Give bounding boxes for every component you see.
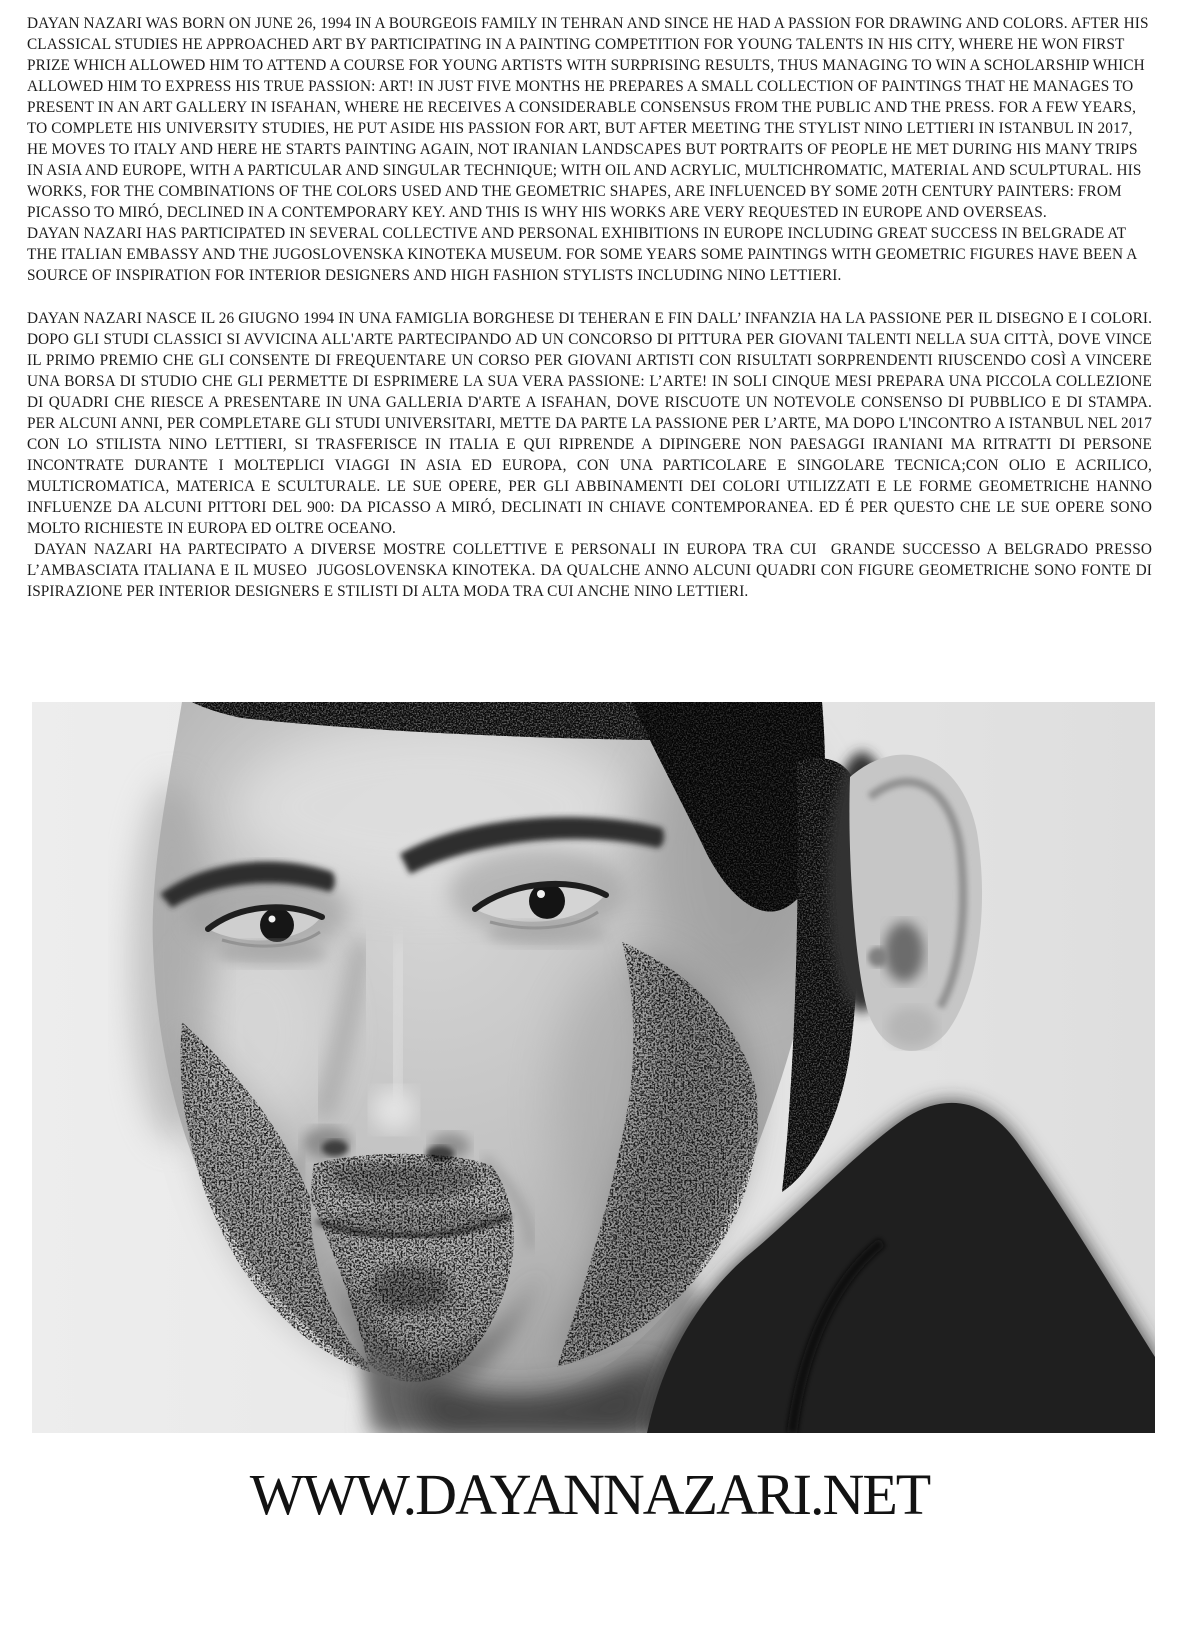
bio-english [0, 0, 1179, 286]
bio-english-paragraph-2: DAYAN NAZARI HAS PARTICIPATED IN SEVERAL COLLECTIVE AND PERSONAL EXHIBITIONS IN EUROPE INCLUDING GREAT SUCCESS IN BELGRADE AT THE ITALIAN EMBASSY AND THE JUGOSLOVENSKA KINOTEKA MUSEUM. FOR SOME YEARS SOME PAINTINGS WITH GEOMETRIC FIGURES HAVE BEEN A SOURCE OF INSPIRATION FOR INTERIOR DESIGNERS AND HIGH FASHION STYLISTS INCLUDING NINO LETTIERI. [27, 225, 1137, 284]
website-url: WWW.DAYANNAZARI.NET [249, 1462, 930, 1527]
bio-italian-paragraph-1: DAYAN NAZARI NASCE IL 26 GIUGNO 1994 IN UNA FAMIGLIA BORGHESE DI TEHERAN E FIN DALL’ INFANZIA HA LA PASSIONE PER IL DISEGNO E I COLORI. DOPO GLI STUDI CLASSICI SI AVVICINA ALL'ARTE PARTECIPANDO AD UN CONCORSO DI PITTURA PER GIOVANI TALENTI NELLA SUA CITTÀ, DOVE VINCE IL PRIMO PREMIO CHE GLI CONSENTE DI FREQUENTARE UN CORSO PER GIOVANI ARTISTI CON RISULTATI SORPRENDENTI RIUSCENDO COSÌ A VINCERE UNA BORSA DI STUDIO CHE GLI PERMETTE DI ESPRIMERE LA SUA VERA PASSIONE: L’ARTE! IN SOLI CINQUE MESI PREPARA UNA PICCOLA COLLEZIONE DI QUADRI CHE RIESCE A PRESENTARE IN UNA GALLERIA D'ARTE A ISFAHAN, DOVE RISCUOTE UN NOTEVOLE CONSENSO DI PUBBLICO E DI STAMPA. PER ALCUNI ANNI, PER COMPLETARE GLI STUDI UNIVERSITARI, METTE DA PARTE LA PASSIONE PER L’ARTE, MA DOPO L'INCONTRO A ISTANBUL NEL 2017 CON LO STILISTA NINO LETTIERI, SI TRASFERISCE IN ITALIA E QUI RIPRENDE A DIPINGERE NON PAESAGGI IRANIANI MA RITRATTI DI PERSONE INCONTRATE DURANTE I MOLTEPLICI VIAGGI IN ASIA ED EUROPA, CON UNA PARTICOLARE E SINGOLARE TECNICA;CON OLIO E ACRILICO, MULTICROMATICA, MATERICA E SCULTURALE. LE SUE OPERE, PER GLI ABBINAMENTI DEI COLORI UTILIZZATI E LE FORME GEOMETRICHE HANNO INFLUENZE DA ALCUNI PITTORI DEL 900: DA PICASSO A MIRÓ, DECLINATI IN CHIAVE CONTEMPORANEA. ED É PER QUESTO CHE LE SUE OPERE SONO MOLTO RICHIESTE IN EUROPA ED OLTRE OCEANO. [27, 310, 1152, 537]
bio-italian-paragraph-2: DAYAN NAZARI HA PARTECIPATO A DIVERSE MOSTRE COLLETTIVE E PERSONALI IN EUROPA TRA CUI GRANDE SUCCESSO A BELGRADO PRESSO L’AMBASCIATA ITALIANA E IL MUSEO JUGOSLOVENSKA KINOTEKA. DA QUALCHE ANNO ALCUNI QUADRI CON FIGURE GEOMETRICHE SONO FONTE DI ISPIRAZIONE PER INTERIOR DESIGNERS E STILISTI DI ALTA MODA TRA CUI ANCHE NINO LETTIERI. [27, 541, 1152, 600]
bio-english-paragraph-1: DAYAN NAZARI WAS BORN ON JUNE 26, 1994 IN A BOURGEOIS FAMILY IN TEHRAN AND SINCE HE HAD A PASSION FOR DRAWING AND COLORS. AFTER HIS CLASSICAL STUDIES HE APPROACHED ART BY PARTICIPATING IN A PAINTING COMPETITION FOR YOUNG TALENTS IN HIS CITY, WHERE HE WON FIRST PRIZE WHICH ALLOWED HIM TO ATTEND A COURSE FOR YOUNG ARTISTS WITH SURPRISING RESULTS, THUS MANAGING TO WIN A SCHOLARSHIP WHICH ALLOWED HIM TO EXPRESS HIS TRUE PASSION: ART! IN JUST FIVE MONTHS HE PREPARES A SMALL COLLECTION OF PAINTINGS THAT HE MANAGES TO PRESENT IN AN ART GALLERY IN ISFAHAN, WHERE HE RECEIVES A CONSIDERABLE CONSENSUS FROM THE PUBLIC AND THE PRESS. FOR A FEW YEARS, TO COMPLETE HIS UNIVERSITY STUDIES, HE PUT ASIDE HIS PASSION FOR ART, BUT AFTER MEETING THE STYLIST NINO LETTIERI IN ISTANBUL IN 2017, HE MOVES TO ITALY AND HERE HE STARTS PAINTING AGAIN, NOT IRANIAN LANDSCAPES BUT PORTRAITS OF PEOPLE HE MET DURING HIS MANY TRIPS IN ASIA AND EUROPE, WITH A PARTICULAR AND SINGULAR TECHNIQUE; WITH OIL AND ACRYLIC, MULTICHROMATIC, MATERIAL AND SCULPTURAL. HIS WORKS, FOR THE COMBINATIONS OF THE COLORS USED AND THE GEOMETRIC SHAPES, ARE INFLUENCED BY SOME 20TH CENTURY PAINTERS: FROM PICASSO TO MIRÓ, DECLINED IN A CONTEMPORARY KEY. AND THIS IS WHY HIS WORKS ARE VERY REQUESTED IN EUROPE AND OVERSEAS. [27, 15, 1149, 221]
portrait-photo-art [32, 702, 1155, 1433]
portrait-photo [32, 702, 1155, 1433]
bio-italian [0, 308, 1179, 602]
